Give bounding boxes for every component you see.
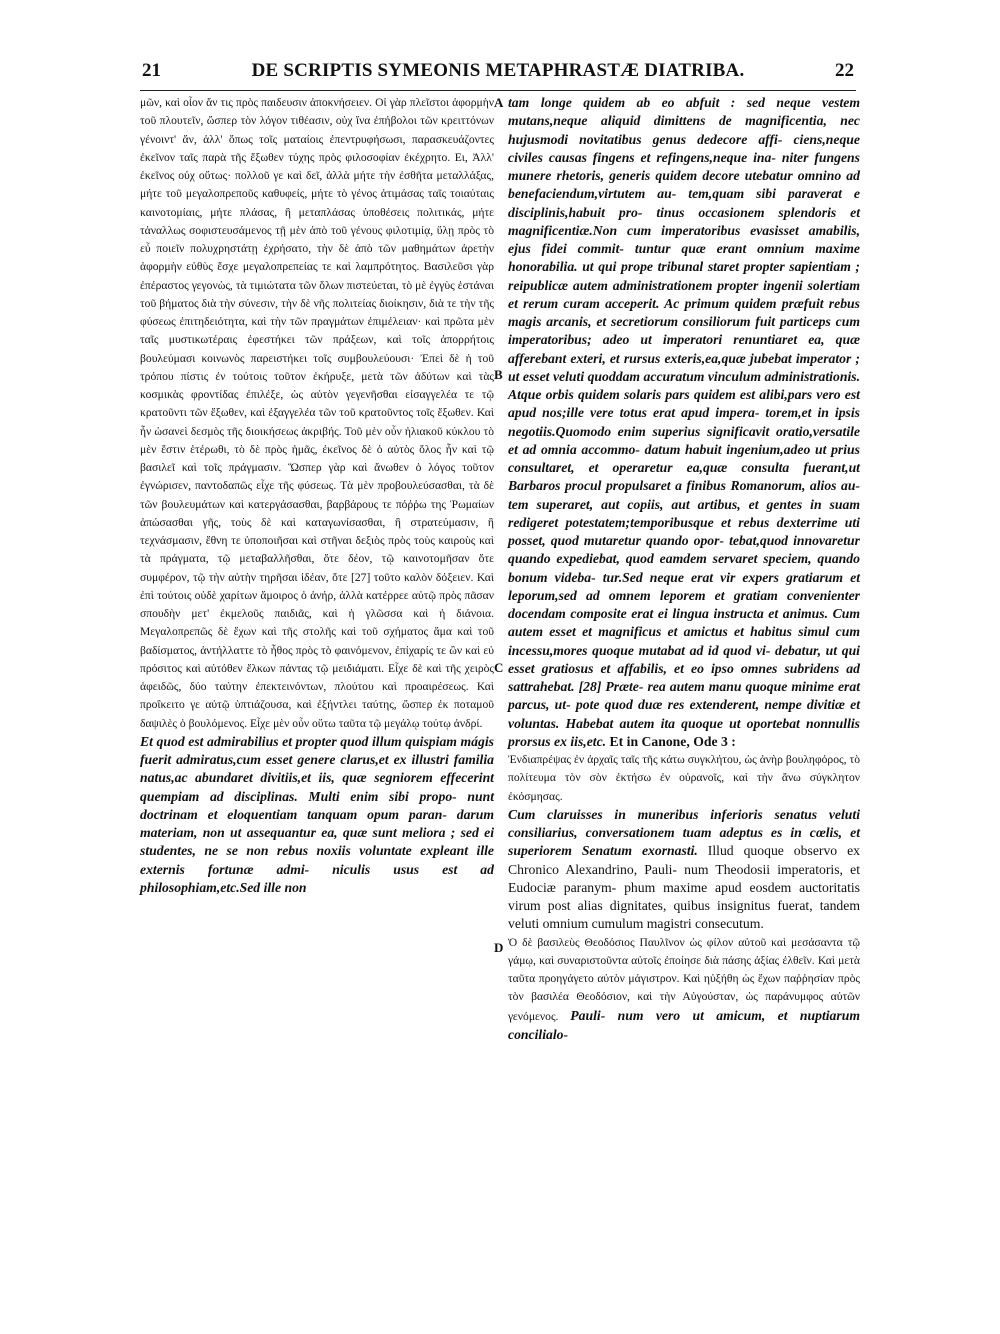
section-marker-c: C <box>494 660 504 675</box>
greek-text: μῶν, καὶ οἷον ἄν τις πρὸς παιδευσιν ἀποκνήσειεν. Οἱ γὰρ πλεῖστοι ἀφορμὴν τοῦ πλουτεῖν, ὥσπερ τὸν λόγον τιθέασιν, οὐχ ἵνα ἐπήβολοι τῶν κρειττόνων γένοιντ' ἄν, ἀλλ' ὅπως τοῖς ματαίοις ἐπεντρυφήσωσι, παρασκευάζοντες ἐκεῖνον ταῖς παρὰ τῆς ἔξωθεν τύχης πρὸς φιλοσοφίαν ἐκέχρητο. Ει, Ἀλλ' ἐκεῖνος οὐχ οὕτως· πολλοῦ γε καὶ δεῖ, ἀλλὰ μήτε τὴν ἐσθῆτα μεταλλάξας, μήτε τοῦ μεγαλοπρεποῦς καθυφείς, μήτε τὸ γένος ἀτιμάσας ταῖς τοιαύταις καινοτομίαις, μήτε πλάσας, ἢ μεταπλάσας ὑποθέσεις πολιτικάς, μήτε τἀναλλως σοφιστευσάμενος τῇ μὲν ἀπὸ τοῦ γένους φιλοτιμίᾳ, ὕλῃ πρὸς τὸ εὖ ποιεῖν πολυχρηστάτῃ ἐχρήσατο, τὴν δὲ ἀπὸ τῶν μαθημάτων ἀρετὴν ἀφορμὴν εὐθὺς ἔσχε μεγαλοπρεπείας τε καὶ λαμπρότητος. Βασιλεῦσι γὰρ ἐπέραστος γεγονὼς, τὰ τιμιώτατα τῶν ὅλων πιστεύεται, τὸ μὲ ἐγγὺς ἑστάναι τοῦ βήματος διὰ τὴν σύνεσιν, τὴν δὲ νῆς πολιτείας διοίκησιν, διὰ τε τὴν τῆς φύσεως ἐπιτηδειότητα, καὶ τὴν τῶν πραγμάτων ἐπιμέλειαν· καὶ πρῶτα μὲν ταῖς μυστικωτέραις ἐφεστήκει τῶν πράξεων, καὶ τοῖς ἀπορρήτοις βουλεύμασι κοινωνὸς παρειστήκει τοῖς συμβουλεύουσι· Ἐπεὶ δὲ ἡ τοῦ τρόπου πίστις ἐν τούτοις τοῦτον ἐκήρυξε, μετὰ τῶν ἀδύτων καὶ τὰς κοσμικὰς φροντίδας ἐπιλέξε, ὡς αὐτὸν γεγενῆσθαι εἰσαγγελέα τε τῷ κρατοῦντι τῶν ἔξωθεν, καὶ ἐξαγγελέα τῶν τοῦ κρατοῦντος τοῖς ἔξωθεν. Καὶ ἦν ὡσανεὶ δεσμὸς τῆς διοικήσεως ἀκριβής. Τοῦ μὲν οὖν ἡλιακοῦ κύκλου τὸ μὲν ἔστιν ἑτέρωθι, τὸ δὲ πρὸς ἡμᾶς, ἐκεῖνος δὲ ὁ αὐτὸς ὅλος ἦν καὶ τῷ βασιλεῖ καὶ τοῖς πράγμασιν. Ὥσπερ γὰρ καὶ ἄνωθεν ὁ λόγος τοῦτον ἐγνώρισεν, παντοδαπῶς εἶχε τῆς φύσεως. Τὰ μὲν προβουλεύσασθαι, τὰ δὲ τῶν βουλευμάτων καὶ κατεργάσασθαι, βαρβάρους τε πόῤῥω της Ῥωμαίων ἀπώσασθαι γῆς, τοὺς δὲ καὶ καταγωνίσασθαι, ἢ στρατεύμασιν, ἢ τεχνάσμασιν, ἔθνη τε ὑποποιῆσαι καὶ στῆναι δεξιὸς πρὸς τοὺς καιροὺς καὶ τὰ πράγματα, τῷ μεταβαλλῆσθαι, ὅτε δέον, τῷ καινοτομῆσαν ὅτε συμφέρον, τῷ τὴν αὐτὴν τηρῆσαι ἰδέαν, ὅτε [27] τοῦτο καλὸν δόξειεν. Καὶ ἐπὶ τούτοις οὐδὲ χαρίτων ἄμοιρος ὁ ἀνήρ, ἀλλὰ κατέρρεε αὐτῷ πρὸς πᾶσαν σπουδὴν μετ' ἐκμελοῦς παιδιᾶς, καὶ ἡ γλῶσσα καὶ ἡ διάνοια. Μεγαλοπρεπῶς δὲ ἔχων καὶ τῆς στολῆς καὶ τοῦ σχήματος ἅμα καὶ τοῦ βαδίσματος, ἀντήλλαττε τὸ ἦθος πρὸς τὸ φαινόμενον, ἐπίχαρίς τε ὢν καὶ εὐ πρόσιτος καὶ αὐτόθεν ἕλκων πάντας τῷ μειδιάματι. Εἶχε δὲ καὶ τῆς χειρὸς ἀφειδῶς, δύο ταύτην ἐπεκτεινόντων, πλούτου καὶ προαιρέσεως. Καὶ προΐκειτο γε αὐτῷ ὑπτιάζουσα, καὶ ἐξήντλει ταύτης, ὥσπερ ἐκ ποταμοῦ δαψιλὲς ὁ βουλόμενος. Εἶχε μὲν οὖν οὕτω ταῦτα τῷ μεγάλῳ τούτῳ ἀνδρί. <box>140 96 494 730</box>
latin-canon-text: Cum claruisses in muneribus inferioris senatus veluti consiliarius, conversationem tuam adeptus es in cœlis, et superiorem Senatum exornasti. <box>508 806 860 859</box>
page-number-right: 22 <box>835 60 854 81</box>
section-marker-a: A <box>494 95 504 110</box>
greek-canon: Ἐνδιαπρέψας ἐν ἀρχαῖς ταῖς τῆς κάτω συγκλήτου, ὡς ἀνὴρ βουληφόρος, τὸ πολίτευμα τὸν σὸν ἐκτήσω ἐν οὐρανοῖς, καὶ τὴν ἄνω σύγκλητον ἐκόσμησας. <box>508 753 860 803</box>
latin-canon <box>508 806 860 934</box>
canon-intro: Et in Canone, Ode 3 : <box>609 733 736 749</box>
page-number-left: 21 <box>142 60 161 81</box>
running-title: DE SCRIPTIS SYMEONIS METAPHRASTÆ DIATRIBA. <box>251 60 745 81</box>
right-column <box>508 94 860 1045</box>
section-marker-d: D <box>494 940 504 955</box>
section-marker-b: B <box>494 367 503 382</box>
greek-chronicon-text: Ὁ δὲ βασιλεὺς Θεοδόσιος Παυλῖνον ὡς φίλον αὐτοῦ καὶ μεσάσαντα τῷ γάμῳ, καὶ συναριστοῦντα αὐτοῖς ἐποίησε διὰ πάσης ἀξίας ἐλθεῖν. Καὶ μετὰ ταῦτα προηγάγετο αὐτὸν μάγιστρον. Καὶ ηὐξήθη ὡς ἔχων παῤῥησίαν πρὸς τὸν βασιλέα Θεοδόσιον, καὶ τὴν Αὐγούσταν, ὡς παράνυμφος αὐτῶν γενόμενος. <box>508 935 860 1023</box>
latin-end: Pauli- num vero ut amicum, et nuptiarum concilialo- <box>508 1007 860 1042</box>
latin-translation: Et quod est admirabilius et propter quod illum quispiam mágis fuerit admiratus,cum esset genere clarus,et ex illustri familia natus,ac abundaret divitiis,et iis, quæ segniorem effecerint quempiam ad disciplinas. Multi enim sibi propo- nunt doctrinam et eloquentiam tanquam opum paran- darum materiam, non ut assequantur ea, quæ sunt meliora ; sed ei studentes, ne se non rebus noxiis voluntate expleant ille externis fortunæ admi- niculis usus est ad philosophiam,etc.Sed ille non <box>140 733 494 895</box>
left-column <box>140 94 494 897</box>
latin-translation-continued <box>508 94 860 751</box>
greek-chronicon <box>508 934 860 1046</box>
latin-chronicon: Illud quoque observo ex Chronico Alexandrino, Pauli- num Theodosii imperatoris, et Eudociæ paranym- phum maxime apud eosdem auctoritatis virum post alias dignitates, quibus insignitus fuerat, tandem veluti omnium cumulum magistri consecutum. <box>508 843 861 932</box>
running-header <box>140 60 856 91</box>
latin-main: tam longe quidem ab eo abfuit : sed neque vestem mutans,neque aliquid dimittens de magnificentia, nec hujusmodi novitatibus genus dedecore affi- ciens,neque civiles causas fingens et refingens,neque ina- niter fungens munere rhetoris, generis quidem decore utebatur omnino ad benefaciendum,virtutem au- tem,quam sibi paraverat e disciplinis,habuit pro- tinus occasionem splendoris et magnificentiæ.Non cum imperatoribus evasisset amabilis, ejus fidei commit- tuntur quæ erant omnium maxime honorabilia. ut qui prope tribunal staret propter sapientiam ; reipublicæ autem administrationem propter ingenii solertiam et rerum curam acceperit. Ac primum quidem præfuit rebus magis arcanis, et secretiorum consiliorum fuit particeps cum imperatoribus; adeo ut imperatori renuntiaret ea, quæ afferebant exteri, et rursus exteris,ea,quæ jubebat imperator ; ut esset veluti quoddam accuratum vinculum administrationis. Atque orbis quidem solaris pars quidem est alibi,pars vero est apud nos;ille vere totus erat apud impera- torem,et in ipsis negotiis.Quomodo enim superius significavit oratio,versatile et ad omnia accommo- datum habuit ingenium,adeo ut prius consultaret, et operaretur ea,quæ consulta fuerant,ut Barbaros procul propulsaret a finibus Romanorum, alios au- tem superaret, aut copiis, aut artibus, et gentes in suam redigeret potestatem;temporibusque et rebus dexterrime uti posset, quod mutaretur quando opor- tebat,quod innovaretur quando expediebat, quod eamdem servaret speciem, quando bonum videba- tur.Sed neque erat vir expers gratiarum et leporum,sed ad omnem leporem et gratiam convenienter docendam composite erat ei lingua instructa et animus. Cum autem esset et magnificus et amictus et habitus simul cum incessu,mores quoque mutabat ad id quod vi- debatur, ut qui esset gratiosus et affabilis, et eo ipso omnes subridens ad sattrahebat. [28] Præte- rea autem manu quoque minime erat parcus, ut- pote quod duæ res extenderent, nempe divitiæ et voluntas. Habebat autem ita quoque ut oportebat nonnullis prorsus ex iis,etc. <box>508 95 860 749</box>
